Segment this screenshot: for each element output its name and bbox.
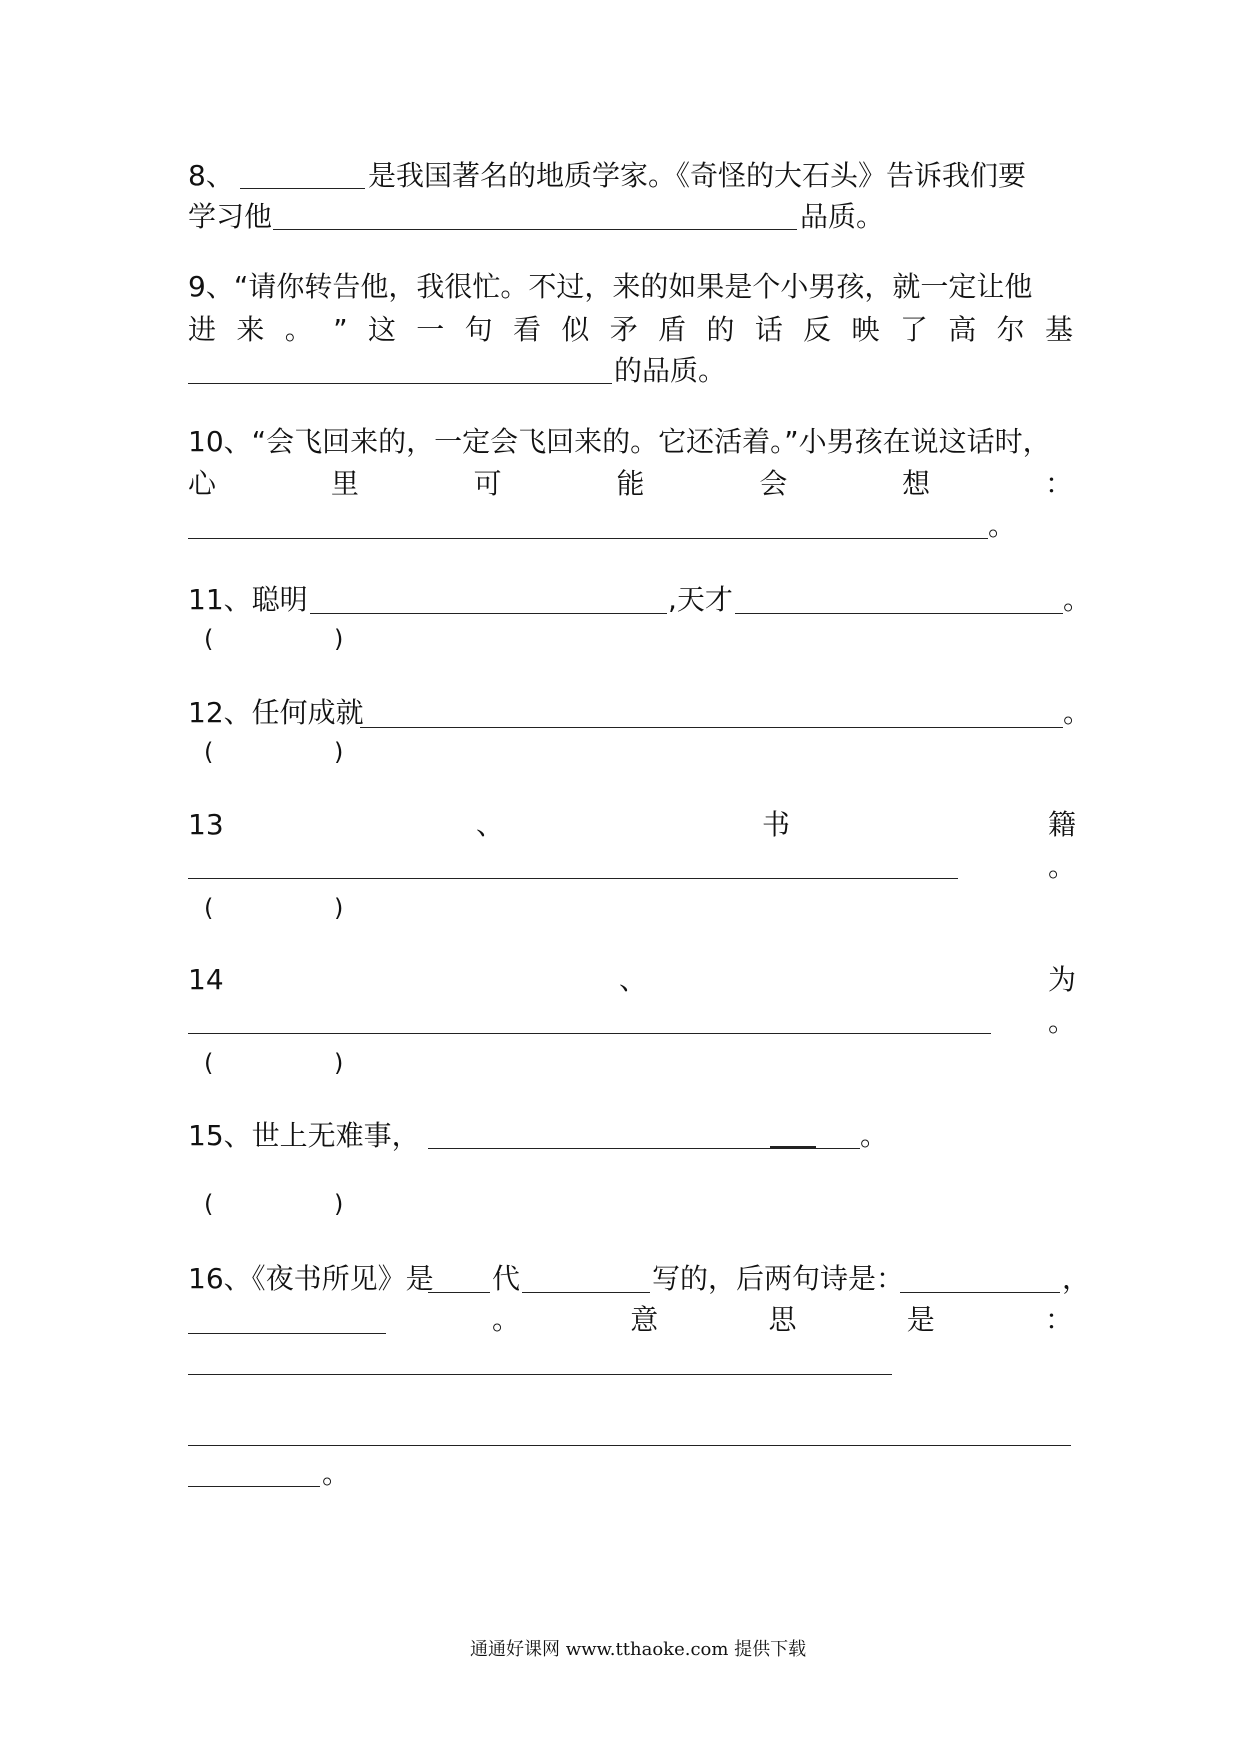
q10-line-2-char: 会 bbox=[759, 467, 788, 500]
q16-blank-line-2[interactable] bbox=[188, 1333, 386, 1334]
q8-text-2: 学习他 bbox=[188, 200, 273, 233]
q8-number: 8、 bbox=[188, 159, 234, 192]
q15-blank-mark bbox=[770, 1146, 816, 1149]
q9-line-2-char: 高 bbox=[948, 313, 977, 346]
q12-paren-close: ) bbox=[334, 738, 344, 766]
q15-number: 15、世上无难事， bbox=[188, 1119, 420, 1152]
q9-line-2-char: 反 bbox=[803, 313, 832, 346]
q9-line-2-char: 。 bbox=[284, 313, 313, 346]
q16-blank-meaning-2[interactable] bbox=[188, 1445, 1071, 1446]
q14-paren-open: ( bbox=[204, 1049, 214, 1077]
q9-line-2-char: 的 bbox=[706, 313, 735, 346]
q15-end: 。 bbox=[860, 1119, 889, 1152]
q15-paren-open: ( bbox=[204, 1190, 214, 1218]
q14-number: 14 bbox=[188, 963, 224, 996]
q9-line-2-char: 句 bbox=[464, 313, 493, 346]
q9-line-2-char: 话 bbox=[754, 313, 783, 346]
q8-blank-2[interactable] bbox=[273, 229, 797, 230]
q11-blank-1[interactable] bbox=[310, 613, 667, 614]
q9-line-2-char: 来 bbox=[236, 313, 265, 346]
q9-line-2-char: 尔 bbox=[996, 313, 1025, 346]
q10-line-2-char: ： bbox=[1044, 467, 1073, 500]
q16-text-4: ， bbox=[1062, 1262, 1091, 1295]
q14-dun: 、 bbox=[619, 963, 648, 996]
q9-line-1: 9、“请你转告他，我很忙。不过，来的如果是个小男孩，就一定让他 bbox=[188, 270, 1033, 303]
q13-paren-open: ( bbox=[204, 894, 214, 922]
q14-end: 。 bbox=[1048, 1005, 1077, 1038]
q14-paren-close: ) bbox=[334, 1049, 344, 1077]
q11-mid: ,天才 bbox=[668, 583, 733, 616]
q16-line-2-char: 是 bbox=[906, 1303, 935, 1336]
q12-paren-open: ( bbox=[204, 738, 214, 766]
q12-number: 12、任何成就 bbox=[188, 696, 364, 729]
q9-line-2-char: ” bbox=[333, 313, 348, 346]
q16-blank-author[interactable] bbox=[522, 1292, 650, 1293]
q11-paren-open: ( bbox=[204, 625, 214, 653]
q9-line-2-char: 基 bbox=[1044, 313, 1073, 346]
q9-line-2-char: 矛 bbox=[609, 313, 638, 346]
q16-line-2 bbox=[492, 1303, 1073, 1337]
q13-blank[interactable] bbox=[188, 878, 958, 879]
q11-blank-2[interactable] bbox=[735, 613, 1063, 614]
q13-number: 13 bbox=[188, 808, 224, 841]
q10-line-2 bbox=[188, 467, 1073, 501]
q15-paren-close: ) bbox=[334, 1190, 344, 1218]
q11-paren-close: ) bbox=[334, 625, 344, 653]
q14-blank[interactable] bbox=[188, 1033, 991, 1034]
q13-word-1: 书 bbox=[762, 808, 791, 841]
q16-blank-line-1[interactable] bbox=[900, 1292, 1060, 1293]
q16-text-3: 写的，后两句诗是： bbox=[652, 1262, 905, 1295]
q10-line-2-char: 里 bbox=[330, 467, 359, 500]
q16-blank-meaning-1[interactable] bbox=[188, 1374, 892, 1375]
q8-blank-1[interactable] bbox=[240, 188, 365, 189]
q9-line-2 bbox=[188, 313, 1073, 347]
q16-line-2-char: ： bbox=[1044, 1303, 1073, 1336]
q16-text-1: 16、《夜书所见》是 bbox=[188, 1262, 434, 1295]
q9-line-2-char: 看 bbox=[513, 313, 542, 346]
q16-text-2: 代 bbox=[492, 1262, 521, 1295]
q9-line-2-char: 盾 bbox=[658, 313, 687, 346]
q9-line-2-char: 进 bbox=[188, 313, 217, 346]
q14-word-1: 为 bbox=[1048, 963, 1077, 996]
q16-end: 。 bbox=[322, 1457, 351, 1490]
q9-line-2-char: 这 bbox=[367, 313, 396, 346]
q10-blank[interactable] bbox=[188, 538, 988, 539]
q13-word-2: 籍 bbox=[1048, 808, 1077, 841]
q16-blank-dynasty[interactable] bbox=[428, 1292, 490, 1293]
q9-text-3: 的品质。 bbox=[614, 354, 727, 387]
q8-text-3: 品质。 bbox=[800, 200, 885, 233]
q11-end: 。 bbox=[1063, 583, 1092, 616]
q8-text-1: 是我国著名的地质学家。《奇怪的大石头》告诉我们要 bbox=[368, 159, 1027, 192]
q16-line-2-char: 。 bbox=[492, 1303, 521, 1336]
q13-dun: 、 bbox=[476, 808, 505, 841]
q12-blank[interactable] bbox=[360, 727, 1063, 728]
q9-blank[interactable] bbox=[188, 383, 612, 384]
q10-line-2-char: 能 bbox=[616, 467, 645, 500]
q9-line-2-char: 一 bbox=[416, 313, 445, 346]
q10-line-2-char: 可 bbox=[473, 467, 502, 500]
q13-paren-close: ) bbox=[334, 894, 344, 922]
q10-end: 。 bbox=[988, 509, 1017, 542]
q9-line-2-char: 映 bbox=[851, 313, 880, 346]
q9-line-2-char: 似 bbox=[561, 313, 590, 346]
footer-text: 通通好课网 www.tthaoke.com 提供下载 bbox=[470, 1639, 807, 1660]
q16-blank-meaning-3[interactable] bbox=[188, 1486, 320, 1487]
q10-line-2-char: 想 bbox=[902, 467, 931, 500]
q16-line-2-char: 思 bbox=[768, 1303, 797, 1336]
q16-line-2-char: 意 bbox=[630, 1303, 659, 1336]
q11-number: 11、聪明 bbox=[188, 583, 308, 616]
q13-end: 。 bbox=[1048, 850, 1077, 883]
q10-line-2-char: 心 bbox=[188, 467, 217, 500]
q9-line-2-char: 了 bbox=[899, 313, 928, 346]
q12-end: 。 bbox=[1063, 696, 1092, 729]
q10-line-1: 10、“会飞回来的，一定会飞回来的。它还活着。”小男孩在说这话时， bbox=[188, 425, 1051, 458]
